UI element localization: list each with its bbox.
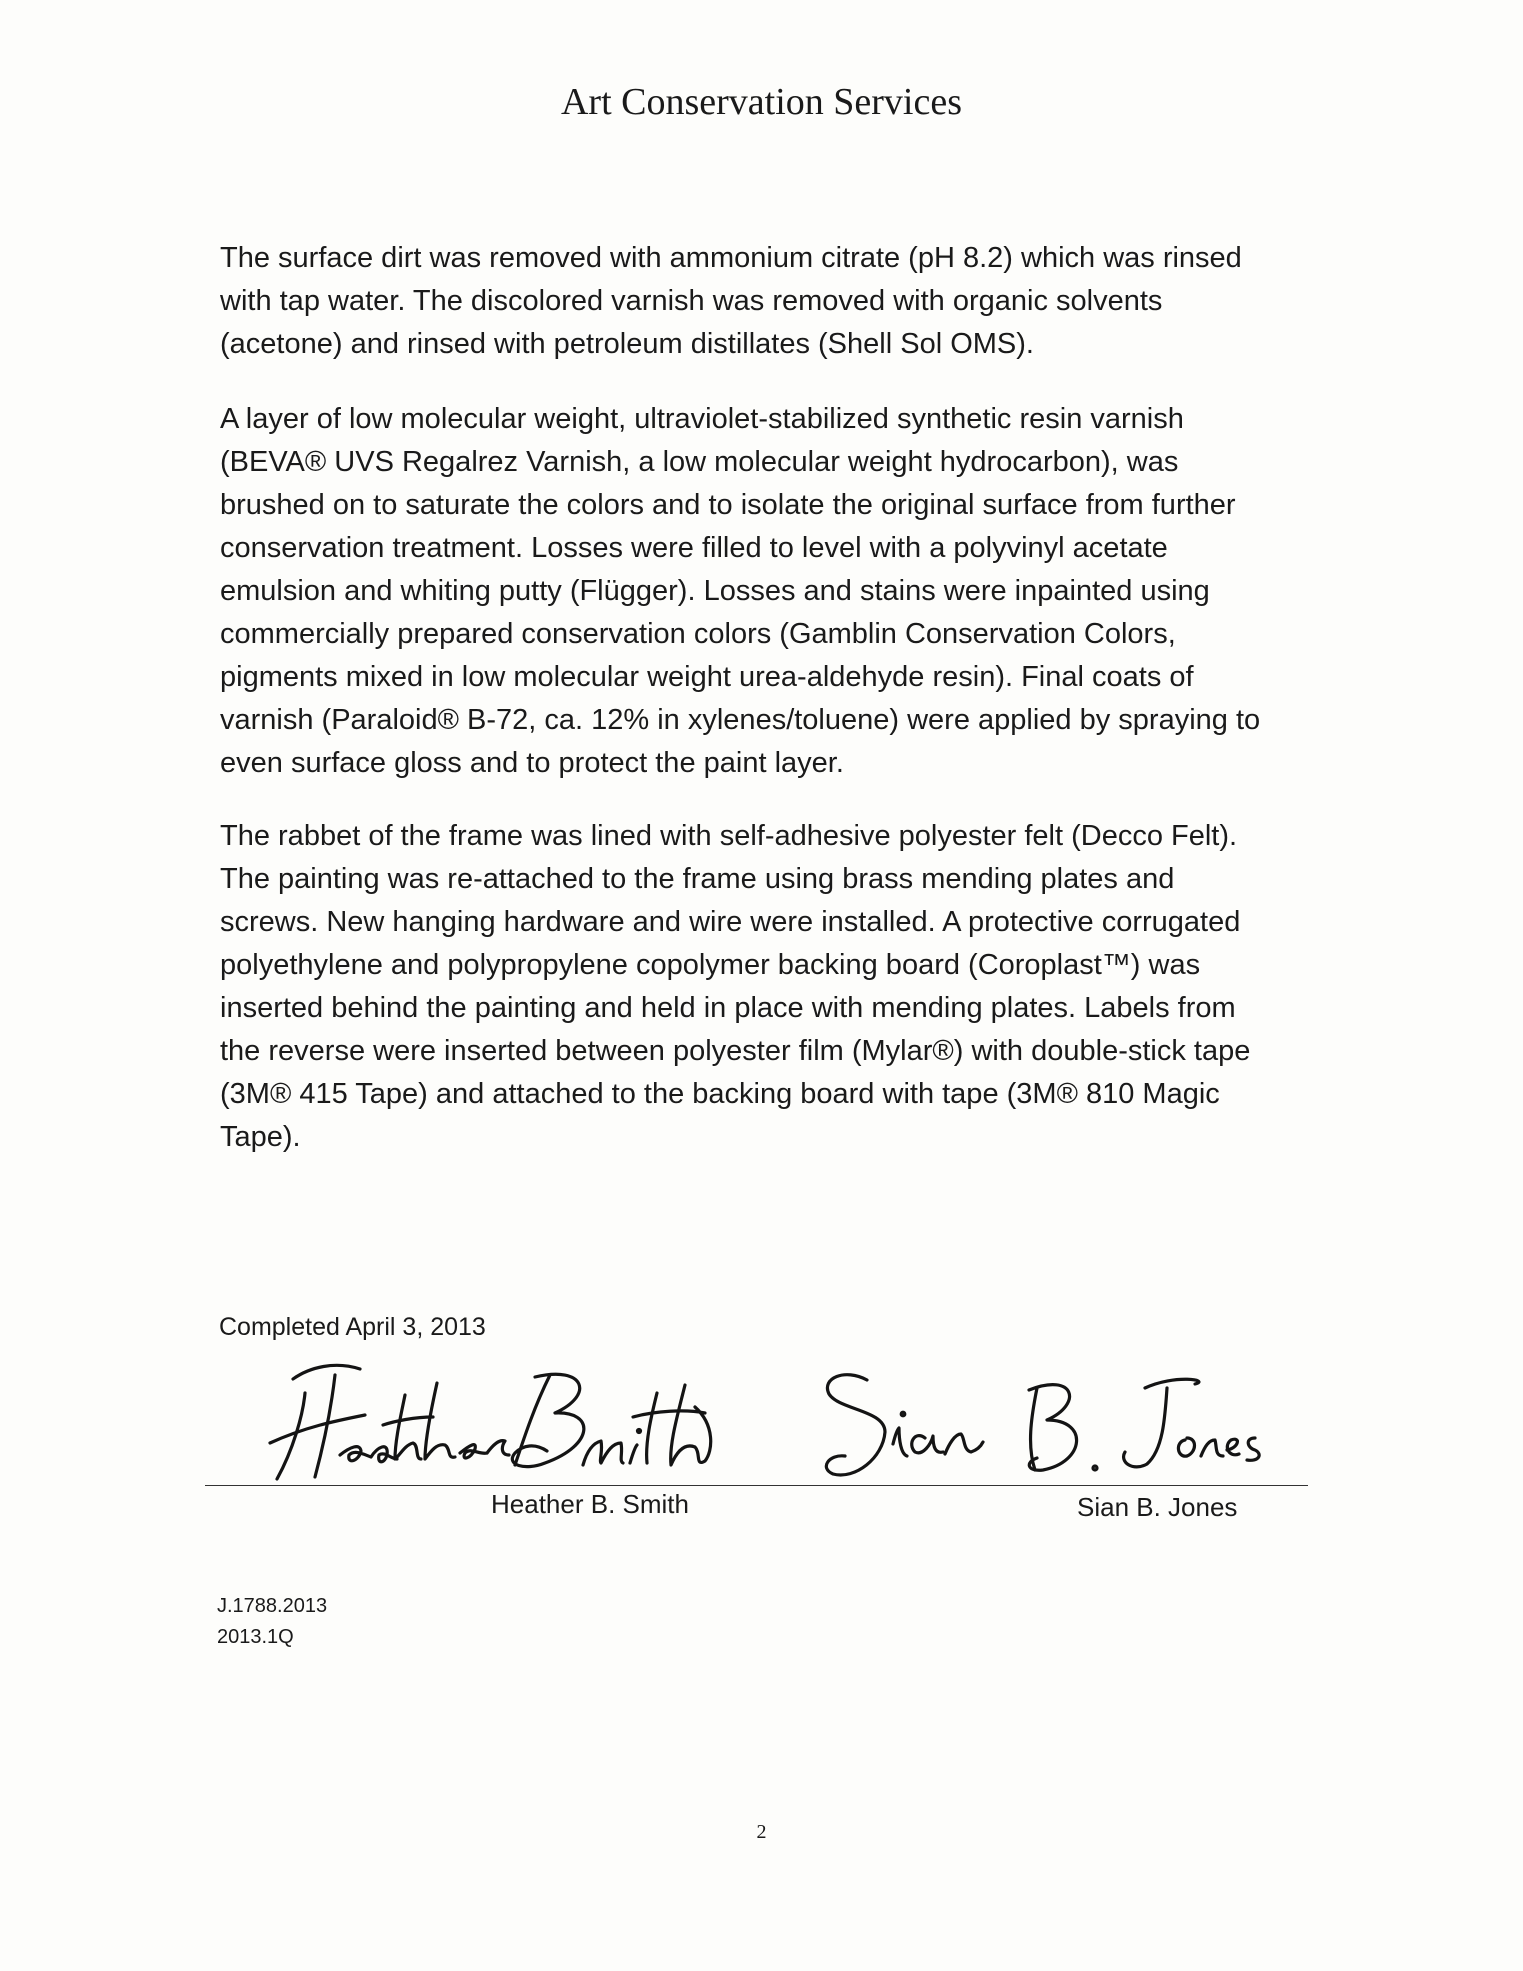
paragraph-line: the reverse were inserted between polyester film (Mylar®) with double-stick tape	[220, 1035, 1251, 1067]
treatment-paragraph-3	[220, 815, 1330, 1159]
page-title: Art Conservation Services	[560, 81, 963, 123]
completion-date: Completed April 3, 2013	[219, 1313, 486, 1341]
paragraph-line: The rabbet of the frame was lined with self-adhesive polyester felt (Decco Felt).	[220, 820, 1238, 852]
paragraph-line: inserted behind the painting and held in place with mending plates. Labels from	[220, 992, 1236, 1024]
paragraph-line: pigments mixed in low molecular weight urea-aldehyde resin). Final coats of	[220, 661, 1194, 693]
signature-sian-jones	[815, 1358, 1275, 1488]
paragraph-line: screws. New hanging hardware and wire were installed. A protective corrugated	[220, 906, 1241, 938]
reference-numbers	[217, 1591, 327, 1653]
paragraph-line: Tape).	[220, 1121, 301, 1153]
paragraph-line: (BEVA® UVS Regalrez Varnish, a low molecular weight hydrocarbon), was	[220, 446, 1179, 478]
treatment-paragraph-2	[220, 398, 1330, 785]
paragraph-line: brushed on to saturate the colors and to isolate the original surface from further	[220, 489, 1236, 521]
paragraph-line: A layer of low molecular weight, ultraviolet-stabilized synthetic resin varnish	[220, 403, 1184, 435]
paragraph-line: varnish (Paraloid® B-72, ca. 12% in xylenes/toluene) were applied by spraying to	[220, 704, 1261, 736]
reference-number-2: 2013.1Q	[217, 1626, 294, 1648]
paragraph-line: conservation treatment. Losses were filled to level with a polyvinyl acetate	[220, 532, 1168, 564]
paragraph-line: polyethylene and polypropylene copolymer backing board (Coroplast™) was	[220, 949, 1201, 981]
signatory-name-2: Sian B. Jones	[1077, 1492, 1238, 1522]
paragraph-line: The surface dirt was removed with ammonium citrate (pH 8.2) which was rinsed	[220, 242, 1242, 274]
paragraph-line: commercially prepared conservation colors (Gamblin Conservation Colors,	[220, 618, 1176, 650]
reference-number-1: J.1788.2013	[217, 1595, 328, 1617]
paragraph-line: (acetone) and rinsed with petroleum distillates (Shell Sol OMS).	[220, 328, 1034, 360]
treatment-paragraph-1	[220, 237, 1330, 366]
page-number: 2	[756, 1821, 767, 1843]
paragraph-line: The painting was re-attached to the frame using brass mending plates and	[220, 863, 1175, 895]
paragraph-line: with tap water. The discolored varnish was removed with organic solvents	[220, 285, 1163, 317]
signatory-name-1: Heather B. Smith	[491, 1489, 689, 1519]
paragraph-line: even surface gloss and to protect the paint layer.	[220, 747, 844, 779]
paragraph-line: emulsion and whiting putty (Flügger). Losses and stains were inpainted using	[220, 575, 1210, 607]
paragraph-line: (3M® 415 Tape) and attached to the backing board with tape (3M® 810 Magic	[220, 1078, 1220, 1110]
signature-line	[205, 1485, 1308, 1486]
signature-heather-smith	[265, 1355, 715, 1490]
